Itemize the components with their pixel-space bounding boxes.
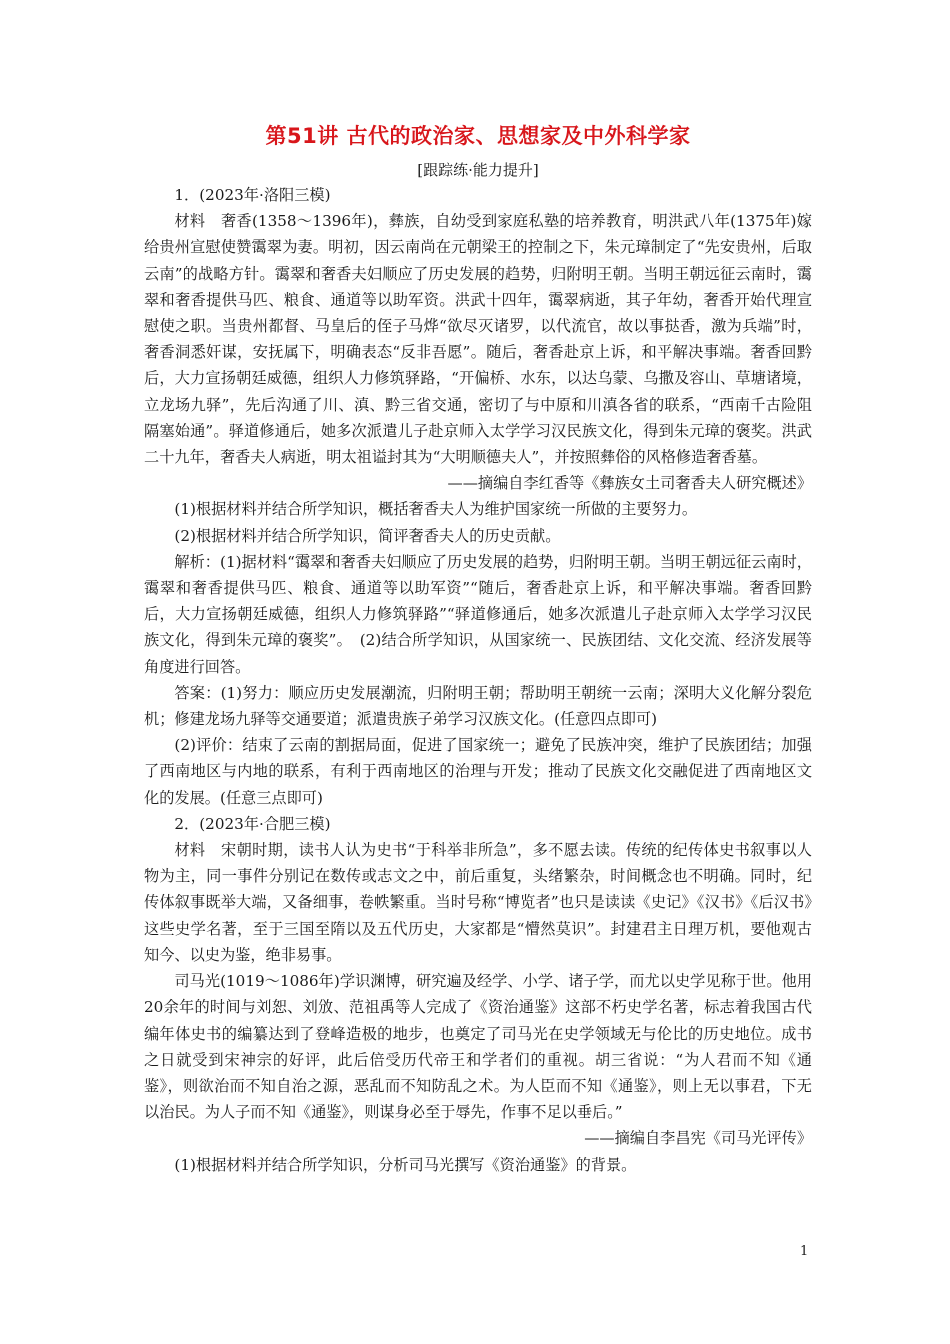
question-1-analysis: 解析：(1)据材料“霭翠和奢香夫妇顺应了历史发展的趋势，归附明王朝。当明王朝远征云南时，霭翠和奢香提供马匹、粮食、通道等以助军资”“随后，奢香赴京上诉，和平解决事端。奢香回黔后，大力宣扬朝廷威德，组织人力修筑驿路”“驿道修通后，她多次派遣儿子赴京师入太学学习汉民族文化，得到朱元璋的褒奖”。 (2)结合所学知识，从国家统一、民族团结、文化交流、经济发展等角度进行回答。 [144,552,812,676]
lesson-title: 第51讲 古代的政治家、思想家及中外科学家 [265,124,691,148]
question-1-subquestion-1: (1)根据材料并结合所学知识，概括奢香夫人为维护国家统一所做的主要努力。 [174,500,698,519]
question-1-subquestion-2: (2)根据材料并结合所学知识，简评奢香夫人的历史贡献。 [174,526,561,545]
question-2-label: 2．(2023年·合肥三模) [174,814,331,833]
question-1-label: 1．(2023年·洛阳三模) [174,186,331,204]
question-1-answer-1: 答案：(1)努力：顺应历史发展潮流，归附明王朝；帮助明王朝统一云南；深明大义化解分裂危机；修建龙场九驿等交通要道；派遣贵族子弟学习汉族文化。(任意四点即可) [144,683,812,729]
question-1-answer-2: (2)评价：结束了云南的割据局面，促进了国家统一；避免了民族冲突，维护了民族团结；加强了西南地区与内地的联系，有利于西南地区的治理与开发；推动了民族文化交融促进了西南地区文化的发展。(任意三点即可) [144,736,812,807]
section-subtitle: [跟踪练·能力提升] [417,161,539,179]
page-number: 1 [800,1244,809,1259]
question-2-material-1: 材料 宋朝时期，读书人认为史书“于科举非所急”，多不愿去读。传统的纪传体史书叙事以人物为主，同一事件分别记在数传或志文之中，前后重复，头绪繁杂，时间概念也不明确。同时，纪传体叙事既举大端，又备细事，卷帙繁重。当时号称“博览者”也只是读读《史记》《汉书》《后汉书》这些史学名著，至于三国至隋以及五代历史，大家都是“懵然莫识”。封建君主日理万机，要他观古知今、以史为鉴，绝非易事。 [144,841,812,964]
question-2-source: ——摘编自李昌宪《司马光评传》 [584,1129,812,1148]
question-1-source: ——摘编自李红香等《彝族女土司奢香夫人研究概述》 [447,474,812,493]
question-2-subquestion-1: (1)根据材料并结合所学知识，分析司马光撰写《资治通鉴》的背景。 [174,1155,637,1174]
question-2-material-2: 司马光(1019～1086年)学识渊博，研究遍及经学、小学、诸子学，而尤以史学见称于世。他用20余年的时间与刘恕、刘攽、范祖禹等人完成了《资治通鉴》这部不朽史学名著，标志着我国古代编年体史书的编纂达到了登峰造极的地步，也奠定了司马光在史学领域无与伦比的历史地位。成书之日就受到宋神宗的好评，此后倍受历代帝王和学者们的重视。胡三省说：“为人君而不知《通鉴》，则欲治而不知自治之源，恶乱而不知防乱之术。为人臣而不知《通鉴》，则上无以事君，下无以治民。为人子而不知《通鉴》，则谋身必至于辱先，作事不足以垂后。” [144,972,812,1122]
document-body [144,182,812,1178]
question-1-material: 材料 奢香(1358～1396年)，彝族，自幼受到家庭私塾的培养教育，明洪武八年(1375年)嫁给贵州宣慰使赞霭翠为妻。明初，因云南尚在元朝梁王的控制之下，朱元璋制定了“先安贵州，后取云南”的战略方针。霭翠和奢香夫妇顺应了历史发展的趋势，归附明王朝。当明王朝远征云南时，霭翠和奢香提供马匹、粮食、通道等以助军资。洪武十四年，霭翠病逝，其子年幼，奢香开始代理宣慰使之职。当贵州都督、马皇后的侄子马烨“欲尽灭诸罗，以代流官，故以事挞香，激为兵端”时，奢香洞悉奸谋，安抚属下，明确表态“反非吾愿”。随后，奢香赴京上诉，和平解决事端。奢香回黔后，大力宣扬朝廷威德，组织人力修筑驿路，“开偏桥、水东，以达乌蒙、乌撒及容山、草塘诸境，立龙场九驿”，先后沟通了川、滇、黔三省交通，密切了与中原和川滇各省的联系，“西南千古险阻隔塞始通”。驿道修通后，她多次派遣儿子赴京师入太学学习汉民族文化，得到朱元璋的褒奖。洪武二十九年，奢香夫人病逝，明太祖谥封其为“大明顺德夫人”，并按照彝俗的风格修造奢香墓。 [144,212,812,467]
